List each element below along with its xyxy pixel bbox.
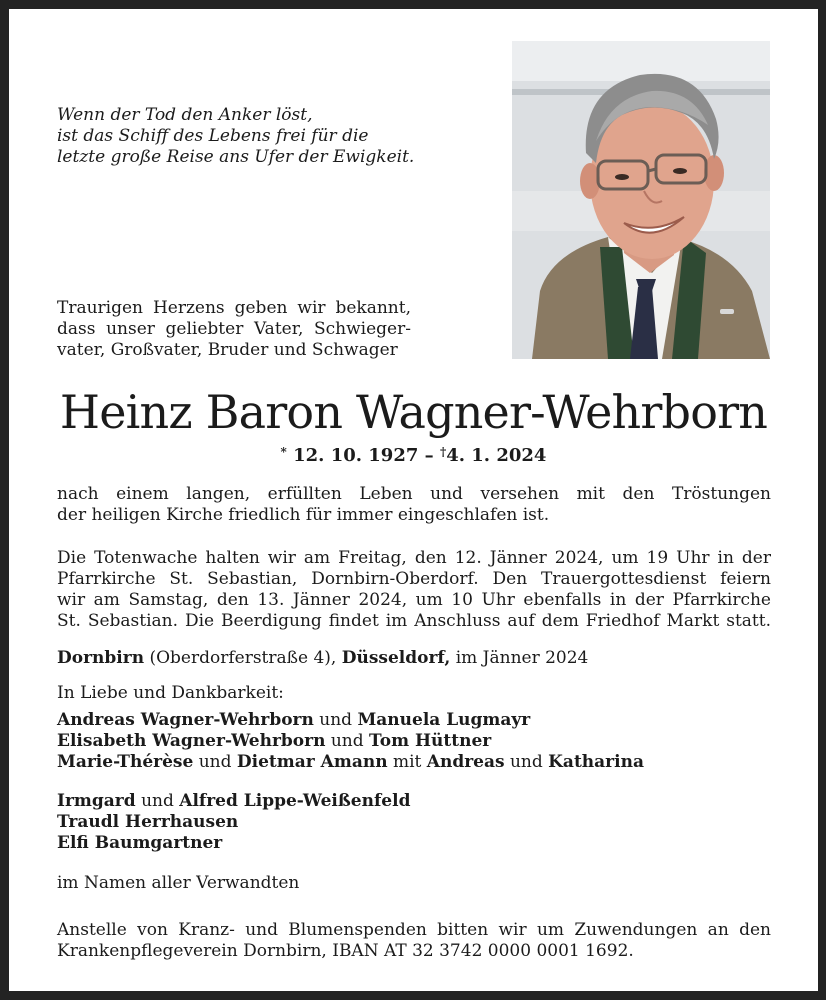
portrait-photo (512, 41, 770, 359)
paragraph-line: Die Totenwache halten wir am Freitag, den 12. Jänner 2024, um 19 Uhr in der (57, 548, 771, 568)
family-line (57, 710, 771, 731)
family-member: Andreas (426, 752, 505, 772)
intro-text (57, 298, 411, 361)
paragraph-line: Krankenpflegeverein Dornbirn, IBAN AT 32 3742 0000 0001 1692. (57, 941, 634, 961)
family-line (57, 812, 771, 833)
family-list (57, 710, 771, 773)
paragraph-line: Pfarrkirche St. Sebastian, Dornbirn-Oberdorf. Den Trauergottesdienst feiern (57, 569, 771, 589)
family-member: Irmgard (57, 791, 136, 811)
funeral-paragraph (57, 548, 771, 632)
birth-symbol: * (280, 445, 287, 459)
siblings-list (57, 791, 771, 854)
deceased-name: Heinz Baron Wagner-Wehrborn (59, 385, 768, 439)
family-member: Manuela Lugmayr (357, 710, 531, 730)
family-line (57, 791, 771, 812)
family-member: Dietmar Amann (236, 752, 388, 772)
passing-paragraph (57, 484, 771, 526)
place-city-2: Düsseldorf, (341, 648, 451, 668)
place-address: (Oberdorferstraße 4), (149, 648, 337, 668)
thanks-line: In Liebe und Dankbarkeit: (57, 683, 284, 703)
conjunction: und (509, 752, 543, 772)
motto-line: Wenn der Tod den Anker löst, (57, 105, 313, 125)
death-symbol: † (439, 445, 447, 459)
obituary-page (9, 9, 818, 991)
family-member: Andreas Wagner-Wehrborn (57, 710, 314, 730)
intro-line: dass unser geliebter Vater, Schwieger- (57, 319, 411, 339)
family-member: Katharina (548, 752, 644, 772)
donation-paragraph (57, 920, 771, 962)
family-line (57, 752, 771, 773)
place-date: im Jänner 2024 (455, 648, 589, 668)
place-city: Dornbirn (57, 648, 145, 668)
paragraph-line: nach einem langen, erfüllten Leben und versehen mit den Tröstungen (57, 484, 771, 504)
family-member: Traudl Herrhausen (57, 812, 239, 832)
paragraph-line: St. Sebastian. Die Beerdigung findet im Anschluss auf dem Friedhof Markt statt. (57, 611, 771, 631)
place-date-line (57, 648, 771, 669)
conjunction: und (319, 710, 353, 730)
conjunction: und (198, 752, 232, 772)
motto-line: letzte große Reise ans Ufer der Ewigkeit. (57, 147, 415, 167)
family-line (57, 731, 771, 752)
motto-line: ist das Schiff des Lebens frei für die (57, 126, 369, 146)
family-member: Elfi Baumgartner (57, 833, 223, 853)
paragraph-line: Anstelle von Kranz- und Blumenspenden bitten wir um Zuwendungen an den (57, 920, 771, 940)
paragraph-line: der heiligen Kirche friedlich für immer eingeschlafen ist. (57, 505, 550, 525)
intro-line: Traurigen Herzens geben wir bekannt, (57, 298, 411, 318)
death-date: 4. 1. 2024 (446, 445, 547, 466)
family-member: Elisabeth Wagner-Wehrborn (57, 731, 326, 751)
motto-quote (57, 105, 477, 168)
paragraph-line: wir am Samstag, den 13. Jänner 2024, um 10 Uhr ebenfalls in der Pfarrkirche (57, 590, 771, 610)
family-member: Marie-Thérèse (57, 752, 194, 772)
date-separator: – (424, 445, 434, 466)
family-member: Tom Hüttner (369, 731, 492, 751)
conjunction: mit (392, 752, 422, 772)
life-dates (9, 445, 818, 466)
relatives-line: im Namen aller Verwandten (57, 873, 300, 893)
family-member: Alfred Lippe-Weißenfeld (179, 791, 411, 811)
intro-line: vater, Großvater, Bruder und Schwager (57, 340, 398, 360)
birth-date: 12. 10. 1927 (293, 445, 419, 466)
conjunction: und (141, 791, 174, 811)
conjunction: und (330, 731, 364, 751)
family-line (57, 833, 771, 854)
